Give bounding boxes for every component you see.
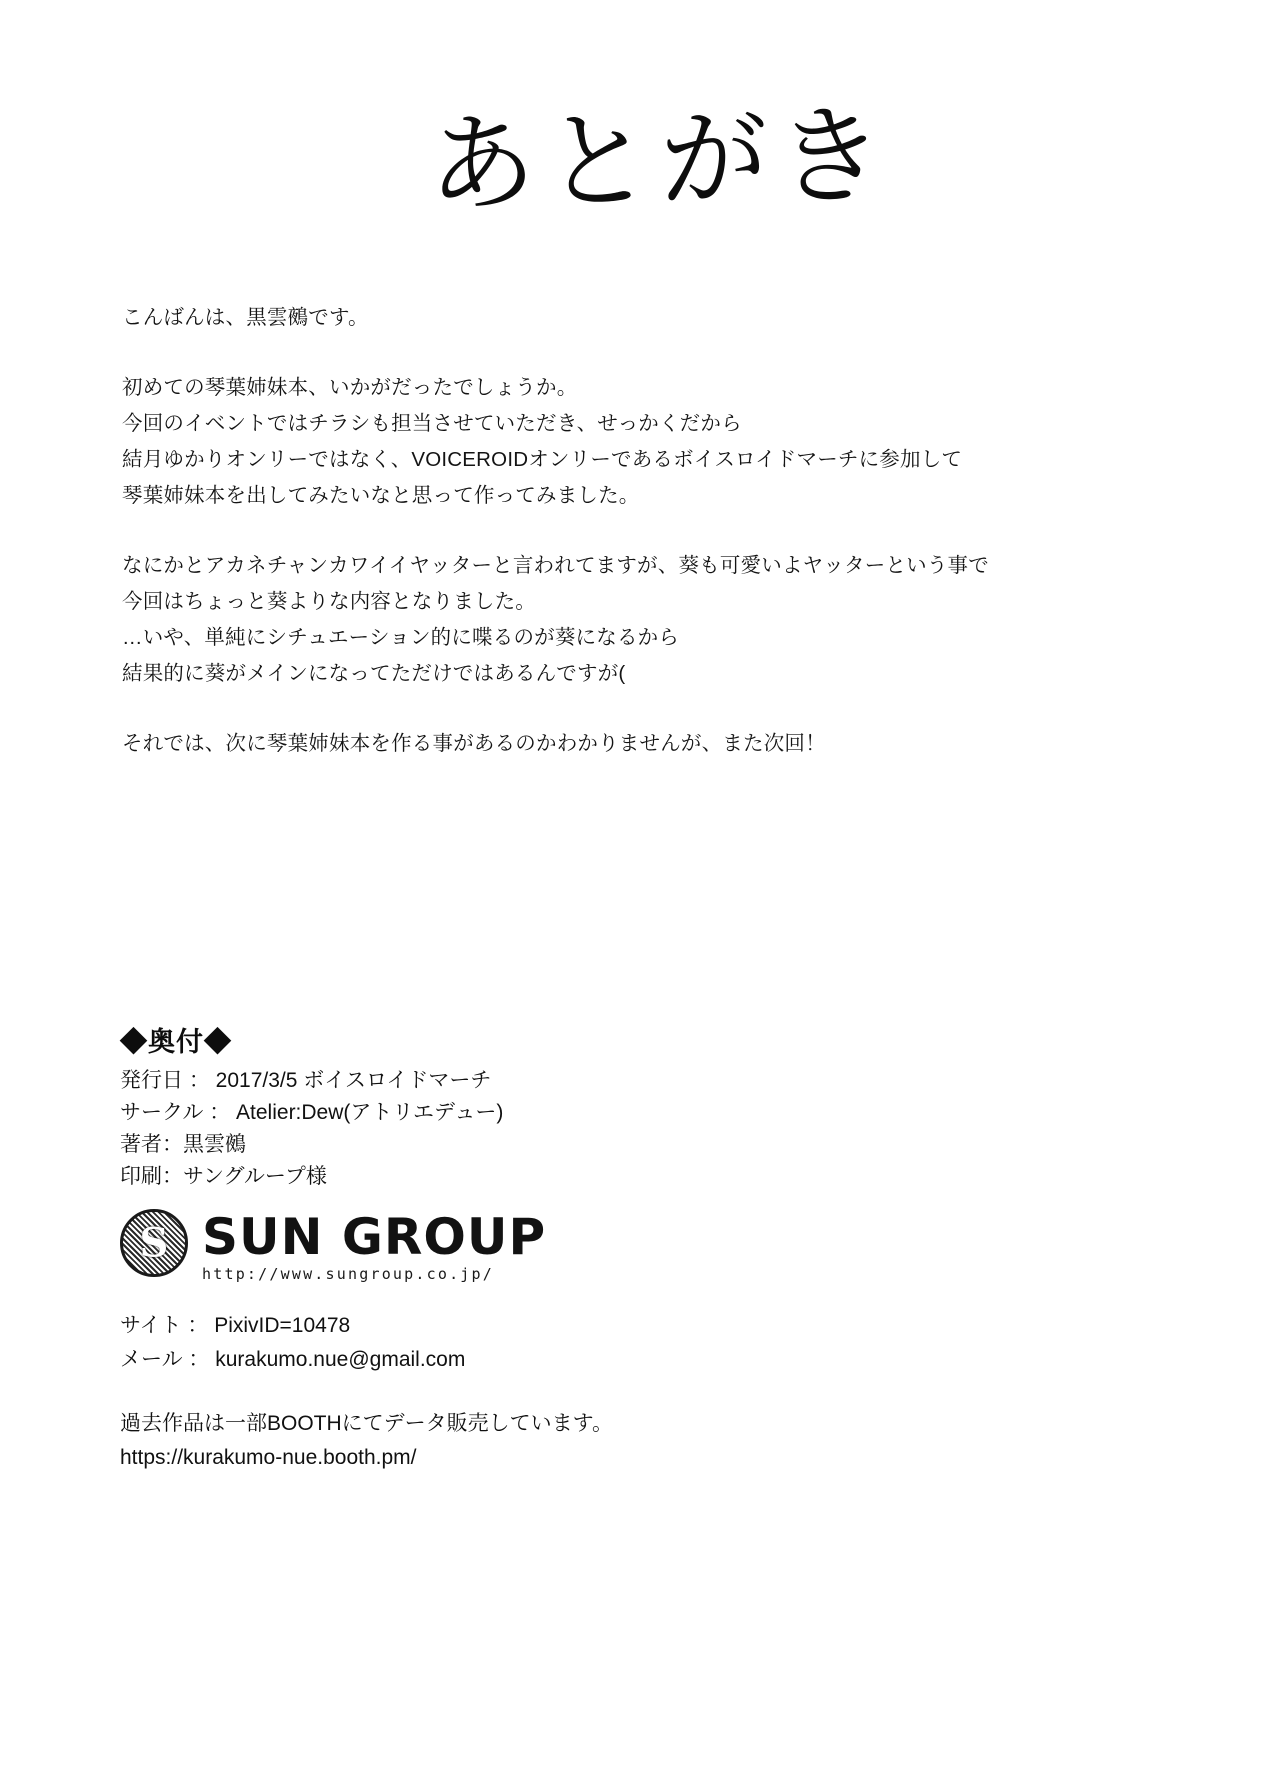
booth-note [120,1407,1120,1475]
afterword-line: なにかとアカネチャンカワイイヤッターと言われてますが、葵も可愛いよヤッターという事で [122,554,989,577]
contact-site: サイト ： PixivID=10478 [120,1314,351,1337]
sun-group-logo-text [202,1209,546,1283]
afterword-line: …いや、単純にシチュエーション的に喋るのが葵になるから [122,626,680,649]
sun-group-logo [120,1209,1120,1283]
booth-description: 過去作品は一部BOOTHにてデータ販売しています。 [120,1412,613,1435]
afterword-paragraph [122,370,1182,514]
afterword-line: 琴葉姉妹本を出してみたいなと思って作ってみました。 [122,484,640,507]
colophon-row-printer: 印刷：サングループ様 [120,1165,327,1188]
afterword-line: 今回はちょっと葵よりな内容となりました。 [122,590,536,613]
colophon-heading: ◆奥付◆ [120,1027,232,1057]
afterword-line: こんばんは、黒雲鵺です。 [122,306,369,329]
colophon-detail-list [120,1065,1120,1193]
contact-list [120,1309,1120,1377]
colophon-section [120,1020,1120,1475]
afterword-line: 結果的に葵がメインになってただけではあるんですが( [122,662,626,685]
contact-mail: メール ： kurakumo.nue@gmail.com [120,1348,466,1371]
page-title: あとがき [426,93,894,229]
colophon-row-publish-date: 発行日 ： 2017/3/5 ボイスロイドマーチ [120,1069,492,1092]
afterword-body [122,300,1182,762]
sun-group-wordmark: SUN GROUP [202,1208,547,1266]
sun-group-emblem-icon [120,1209,188,1277]
colophon-row-circle: サークル ： Atelier:Dew(アトリエデュー) [120,1101,504,1124]
afterword-line: 結月ゆかりオンリーではなく、VOICEROIDオンリーであるボイスロイドマーチに参加して [122,448,963,471]
afterword-line: それでは、次に琴葉姉妹本を作る事があるのかわかりませんが、また次回！ [122,732,826,755]
booth-url: https://kurakumo-nue.booth.pm/ [120,1446,417,1469]
sun-group-url: http://www.sungroup.co.jp/ [202,1265,494,1283]
afterword-paragraph [122,300,1182,336]
afterword-line: 初めての琴葉姉妹本、いかがだったでしょうか。 [122,376,578,399]
afterword-line: 今回のイベントではチラシも担当させていただき、せっかくだから [122,412,742,435]
afterword-paragraph [122,548,1182,692]
colophon-row-author: 著者：黒雲鵺 [120,1133,246,1156]
afterword-paragraph [122,726,1182,762]
